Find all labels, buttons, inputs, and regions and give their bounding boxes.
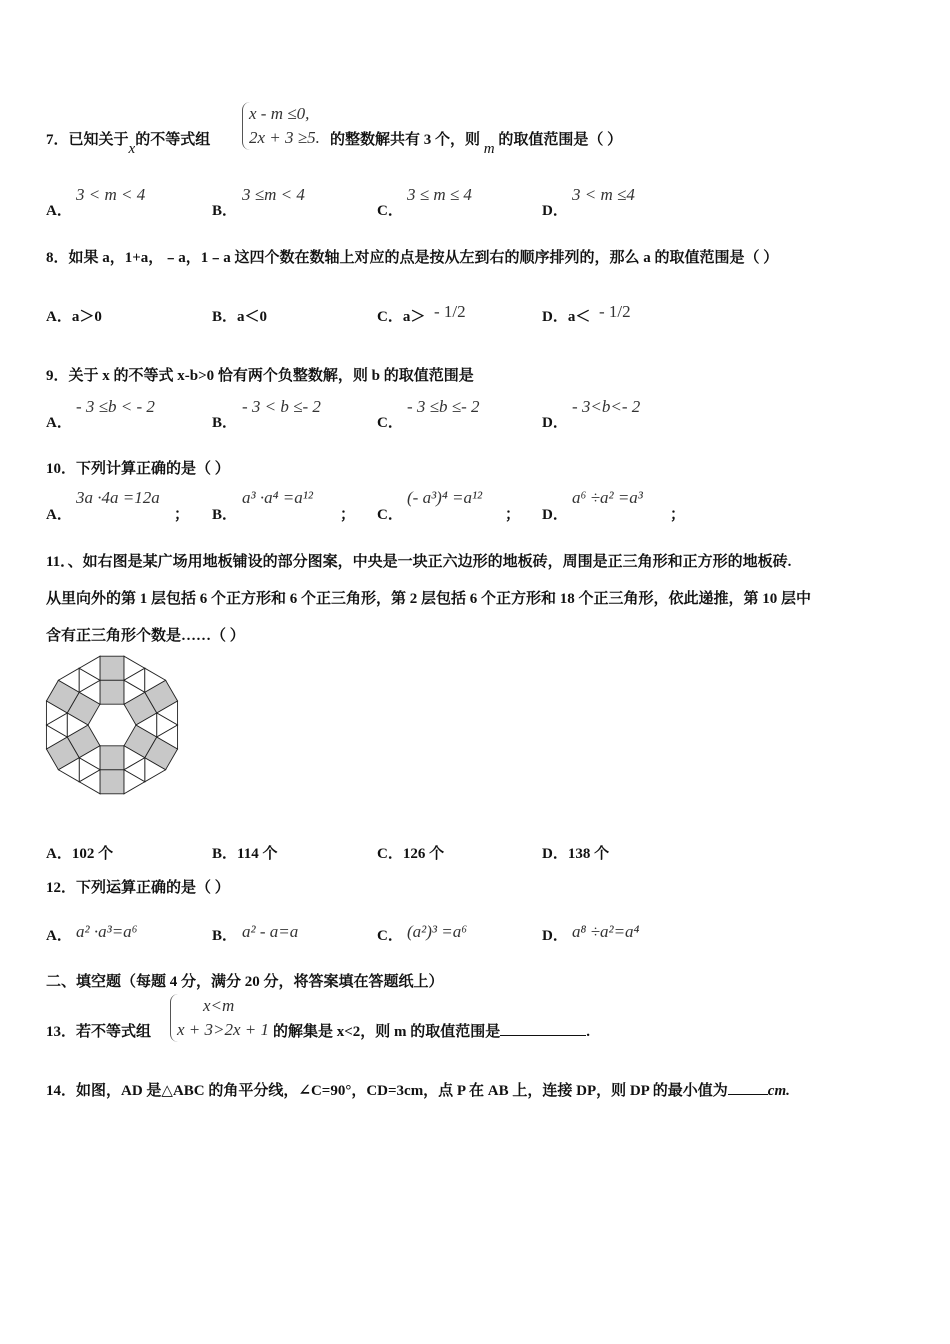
q7-post: 的整数解共有 3 个，则 bbox=[330, 132, 481, 148]
option-expr: 3 ≤ m ≤ 4 bbox=[407, 185, 472, 204]
q14-stem bbox=[46, 1079, 790, 1100]
square-tile bbox=[100, 770, 124, 794]
q7-sys-line2: 2x + 3 ≥5. bbox=[249, 128, 320, 147]
q7-system bbox=[242, 102, 320, 150]
q8-stem: 8．如果 a，1+a，﹣a，1﹣a 这四个数在数轴上对应的点是按从左到右的顺序排列的，那么 a 的取值范围是（ ） bbox=[46, 250, 779, 266]
option-expr: a⁸ ÷a²=a⁴ bbox=[572, 922, 640, 941]
q13-answer-blank[interactable] bbox=[500, 1035, 586, 1036]
option-label: B． bbox=[212, 507, 238, 523]
option-expr: 126 个 bbox=[402, 846, 445, 862]
option-expr: 3 < m < 4 bbox=[76, 185, 146, 204]
q11-option-c[interactable] bbox=[377, 842, 444, 863]
q11-option-a[interactable] bbox=[46, 842, 113, 863]
q10-option-d[interactable] bbox=[542, 488, 686, 524]
q7-option-d[interactable] bbox=[542, 185, 635, 220]
option-label: C． bbox=[377, 846, 403, 862]
q9-option-c[interactable] bbox=[377, 397, 480, 432]
separator: ； bbox=[670, 507, 686, 523]
q7-stem bbox=[46, 128, 211, 157]
option-label: D． bbox=[542, 928, 568, 944]
square-tile bbox=[100, 746, 124, 770]
option-label: D． bbox=[542, 415, 568, 431]
option-label: C． bbox=[377, 507, 403, 523]
q10-option-b[interactable] bbox=[212, 488, 356, 524]
q14-text: 14．如图，AD 是△ABC 的角平分线，∠C=90°，CD=3cm，点 P 在 AB 上，连接 DP，则 DP 的最小值为 bbox=[46, 1083, 728, 1099]
separator: ； bbox=[174, 507, 190, 523]
q7-pre: 7．已知关于 bbox=[46, 132, 129, 148]
option-label: A． bbox=[46, 846, 72, 862]
option-expr: a＞ bbox=[402, 309, 426, 325]
option-label: B． bbox=[212, 309, 238, 325]
option-label: A． bbox=[46, 203, 72, 219]
option-expr: a＞0 bbox=[71, 309, 102, 325]
option-label: B． bbox=[212, 203, 238, 219]
square-tile bbox=[100, 680, 124, 704]
q9-stem: 9．关于 x 的不等式 x-b>0 恰有两个负整数解，则 b 的取值范围是 bbox=[46, 368, 474, 384]
q8-d-fraction: - 1/2 bbox=[599, 302, 631, 321]
option-expr: (- a³)⁴ =a¹² bbox=[407, 488, 483, 507]
option-expr: a＜ bbox=[567, 309, 591, 325]
q14-unit: cm. bbox=[767, 1083, 790, 1099]
option-label: A． bbox=[46, 507, 72, 523]
option-expr: a² ·a³=a⁶ bbox=[76, 922, 138, 941]
option-label: D． bbox=[542, 846, 568, 862]
q13-pre: 13．若不等式组 bbox=[46, 1024, 152, 1040]
separator: ； bbox=[340, 507, 356, 523]
floor-tiling-figure bbox=[40, 650, 190, 800]
option-label: B． bbox=[212, 928, 238, 944]
option-expr: 3 ≤m < 4 bbox=[242, 185, 305, 204]
q11-option-b[interactable] bbox=[212, 842, 277, 863]
option-label: A． bbox=[46, 309, 72, 325]
q13-post bbox=[273, 1020, 590, 1041]
q10-stem: 10．下列计算正确的是（ ） bbox=[46, 461, 230, 477]
q12-option-b[interactable] bbox=[212, 922, 299, 945]
q13-post-text: 的解集是 x<2，则 m 的取值范围是 bbox=[273, 1024, 501, 1040]
option-expr: a² - a=a bbox=[242, 922, 299, 941]
q9-option-a[interactable] bbox=[46, 397, 155, 432]
q11-line1: 11．、如右图是某广场用地板铺设的部分图案，中央是一块正六边形的地板砖，周围是正三角形和正方形的地板砖. bbox=[46, 554, 792, 570]
option-expr: 3 < m ≤4 bbox=[572, 185, 635, 204]
q11-line2: 从里向外的第 1 层包括 6 个正方形和 6 个正三角形，第 2 层包括 6 个正方形和 18 个正三角形，依此递推，第 10 层中 bbox=[46, 591, 812, 607]
q8-option-d[interactable] bbox=[542, 305, 590, 326]
q13-sys-line2: x + 3>2x + 1 bbox=[177, 1020, 270, 1039]
option-expr: - 3 ≤b ≤- 2 bbox=[407, 397, 480, 416]
q7-option-c[interactable] bbox=[377, 185, 472, 220]
q8-option-a[interactable] bbox=[46, 305, 102, 326]
option-label: C． bbox=[377, 928, 403, 944]
option-label: B． bbox=[212, 415, 238, 431]
section-title: 二、填空题（每题 4 分，满分 20 分，将答案填在答题纸上） bbox=[46, 974, 444, 990]
q13-sys-line1: x<m bbox=[203, 996, 235, 1015]
option-expr: 3a ·4a =12a bbox=[76, 488, 160, 507]
option-label: B． bbox=[212, 846, 238, 862]
q11-line3: 含有正三角形个数是……（ ） bbox=[46, 628, 245, 644]
option-label: A． bbox=[46, 928, 72, 944]
q12-option-c[interactable] bbox=[377, 922, 468, 945]
option-expr: (a²)³ =a⁶ bbox=[407, 922, 468, 941]
q12-stem: 12．下列运算正确的是（ ） bbox=[46, 880, 230, 896]
q11-option-d[interactable] bbox=[542, 842, 609, 863]
option-label: D． bbox=[542, 309, 568, 325]
option-expr: 138 个 bbox=[567, 846, 610, 862]
option-expr: 114 个 bbox=[237, 846, 278, 862]
q9-option-d[interactable] bbox=[542, 397, 641, 432]
option-label: D． bbox=[542, 203, 568, 219]
option-expr: a＜0 bbox=[237, 309, 268, 325]
option-label: C． bbox=[377, 309, 403, 325]
option-expr: a⁶ ÷a² =a³ bbox=[572, 488, 643, 507]
q13-system bbox=[170, 994, 269, 1042]
q7-end: 的取值范围是（ ） bbox=[498, 132, 623, 148]
option-expr: - 3 < b ≤- 2 bbox=[242, 397, 321, 416]
q13-end: . bbox=[586, 1024, 591, 1040]
separator: ； bbox=[505, 507, 521, 523]
q8-c-fraction: - 1/2 bbox=[434, 302, 466, 321]
q7-option-b[interactable] bbox=[212, 185, 305, 220]
q10-option-a[interactable] bbox=[46, 488, 190, 524]
q8-option-c[interactable] bbox=[377, 305, 425, 326]
option-label: C． bbox=[377, 415, 403, 431]
q8-option-b[interactable] bbox=[212, 305, 267, 326]
q7-mid: 的不等式组 bbox=[135, 132, 211, 148]
q7-sys-line1: x - m ≤0, bbox=[249, 104, 310, 123]
q7-option-a[interactable] bbox=[46, 185, 146, 220]
square-tile bbox=[100, 656, 124, 680]
q7-var-x: x bbox=[128, 141, 136, 157]
q7-stem-rest bbox=[330, 128, 623, 157]
q9-option-b[interactable] bbox=[212, 397, 321, 432]
option-label: A． bbox=[46, 415, 72, 431]
q12-option-d[interactable] bbox=[542, 922, 640, 945]
option-expr: 102 个 bbox=[71, 846, 114, 862]
option-expr: - 3<b<- 2 bbox=[572, 397, 641, 416]
q10-option-c[interactable] bbox=[377, 488, 521, 524]
q14-answer-blank[interactable] bbox=[728, 1094, 768, 1095]
option-label: D． bbox=[542, 507, 568, 523]
option-label: C． bbox=[377, 203, 403, 219]
q12-option-a[interactable] bbox=[46, 922, 138, 945]
q7-var-m: m bbox=[483, 141, 495, 157]
option-expr: a³ ·a⁴ =a¹² bbox=[242, 488, 313, 507]
option-expr: - 3 ≤b < - 2 bbox=[76, 397, 155, 416]
